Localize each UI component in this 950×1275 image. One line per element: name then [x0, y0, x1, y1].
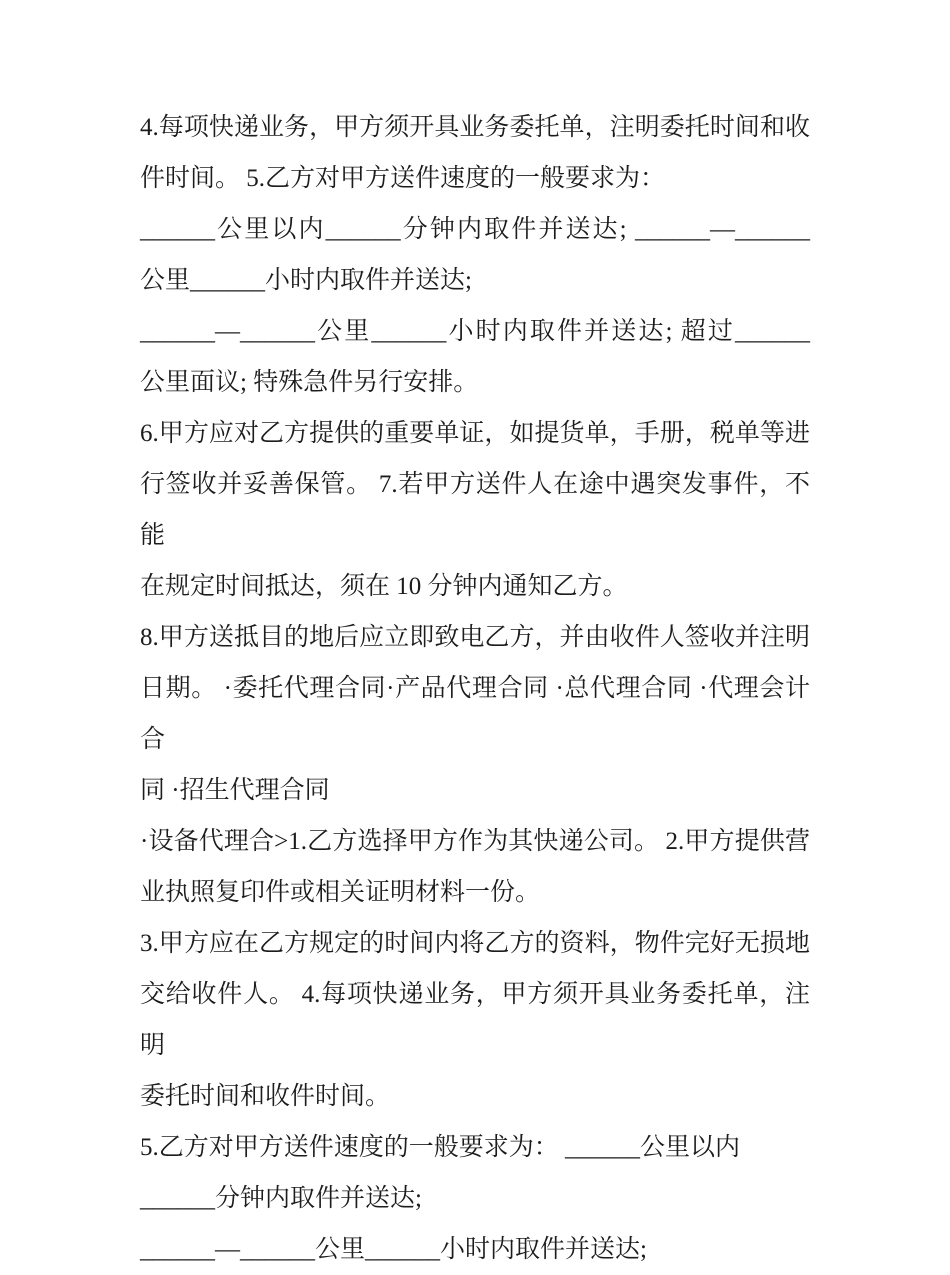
text-line-blank: ______—______公里______小时内取件并送达; 超过______: [140, 318, 810, 345]
text-line: 4.每项快递业务，甲方须开具业务委托单，注明委托时间和收: [140, 114, 810, 141]
text-line: 交给收件人。 4.每项快递业务，甲方须开具业务委托单，注明: [140, 981, 810, 1059]
text-line-blank: 5.乙方对甲方送件速度的一般要求为： ______公里以内: [140, 1134, 741, 1161]
text-line: 3.甲方应在乙方规定的时间内将乙方的资料，物件完好无损地: [140, 930, 810, 957]
text-line: ·设备代理合>1.乙方选择甲方作为其快递公司。 2.甲方提供营: [140, 828, 810, 855]
text-line: 6.甲方应对乙方提供的重要单证，如提货单，手册，税单等进: [140, 420, 810, 447]
text-line: 8.甲方送抵目的地后应立即致电乙方，并由收件人签收并注明: [140, 624, 810, 651]
text-line: 业执照复印件或相关证明材料一份。: [140, 879, 541, 906]
text-line: 委托时间和收件时间。: [140, 1083, 391, 1110]
text-line: 日期。 ·委托代理合同·产品代理合同 ·总代理合同 ·代理会计合: [140, 675, 810, 753]
text-line-blank: 公里______小时内取件并送达;: [140, 267, 472, 294]
text-line-blank: ______—______公里______小时内取件并送达;: [140, 1236, 647, 1263]
text-line: 在规定时间抵达，须在 10 分钟内通知乙方。: [140, 573, 628, 600]
text-line: 公里面议; 特殊急件另行安排。: [140, 369, 479, 396]
text-line-blank: ______公里以内______分钟内取件并送达; ______—______: [140, 216, 810, 243]
text-line: 件时间。 5.乙方对甲方送件速度的一般要求为：: [140, 165, 666, 192]
text-line-blank: ______分钟内取件并送达;: [140, 1185, 422, 1212]
text-line: 行签收并妥善保管。 7.若甲方送件人在途中遇突发事件，不能: [140, 471, 810, 549]
text-line: 同 ·招生代理合同: [140, 777, 330, 804]
